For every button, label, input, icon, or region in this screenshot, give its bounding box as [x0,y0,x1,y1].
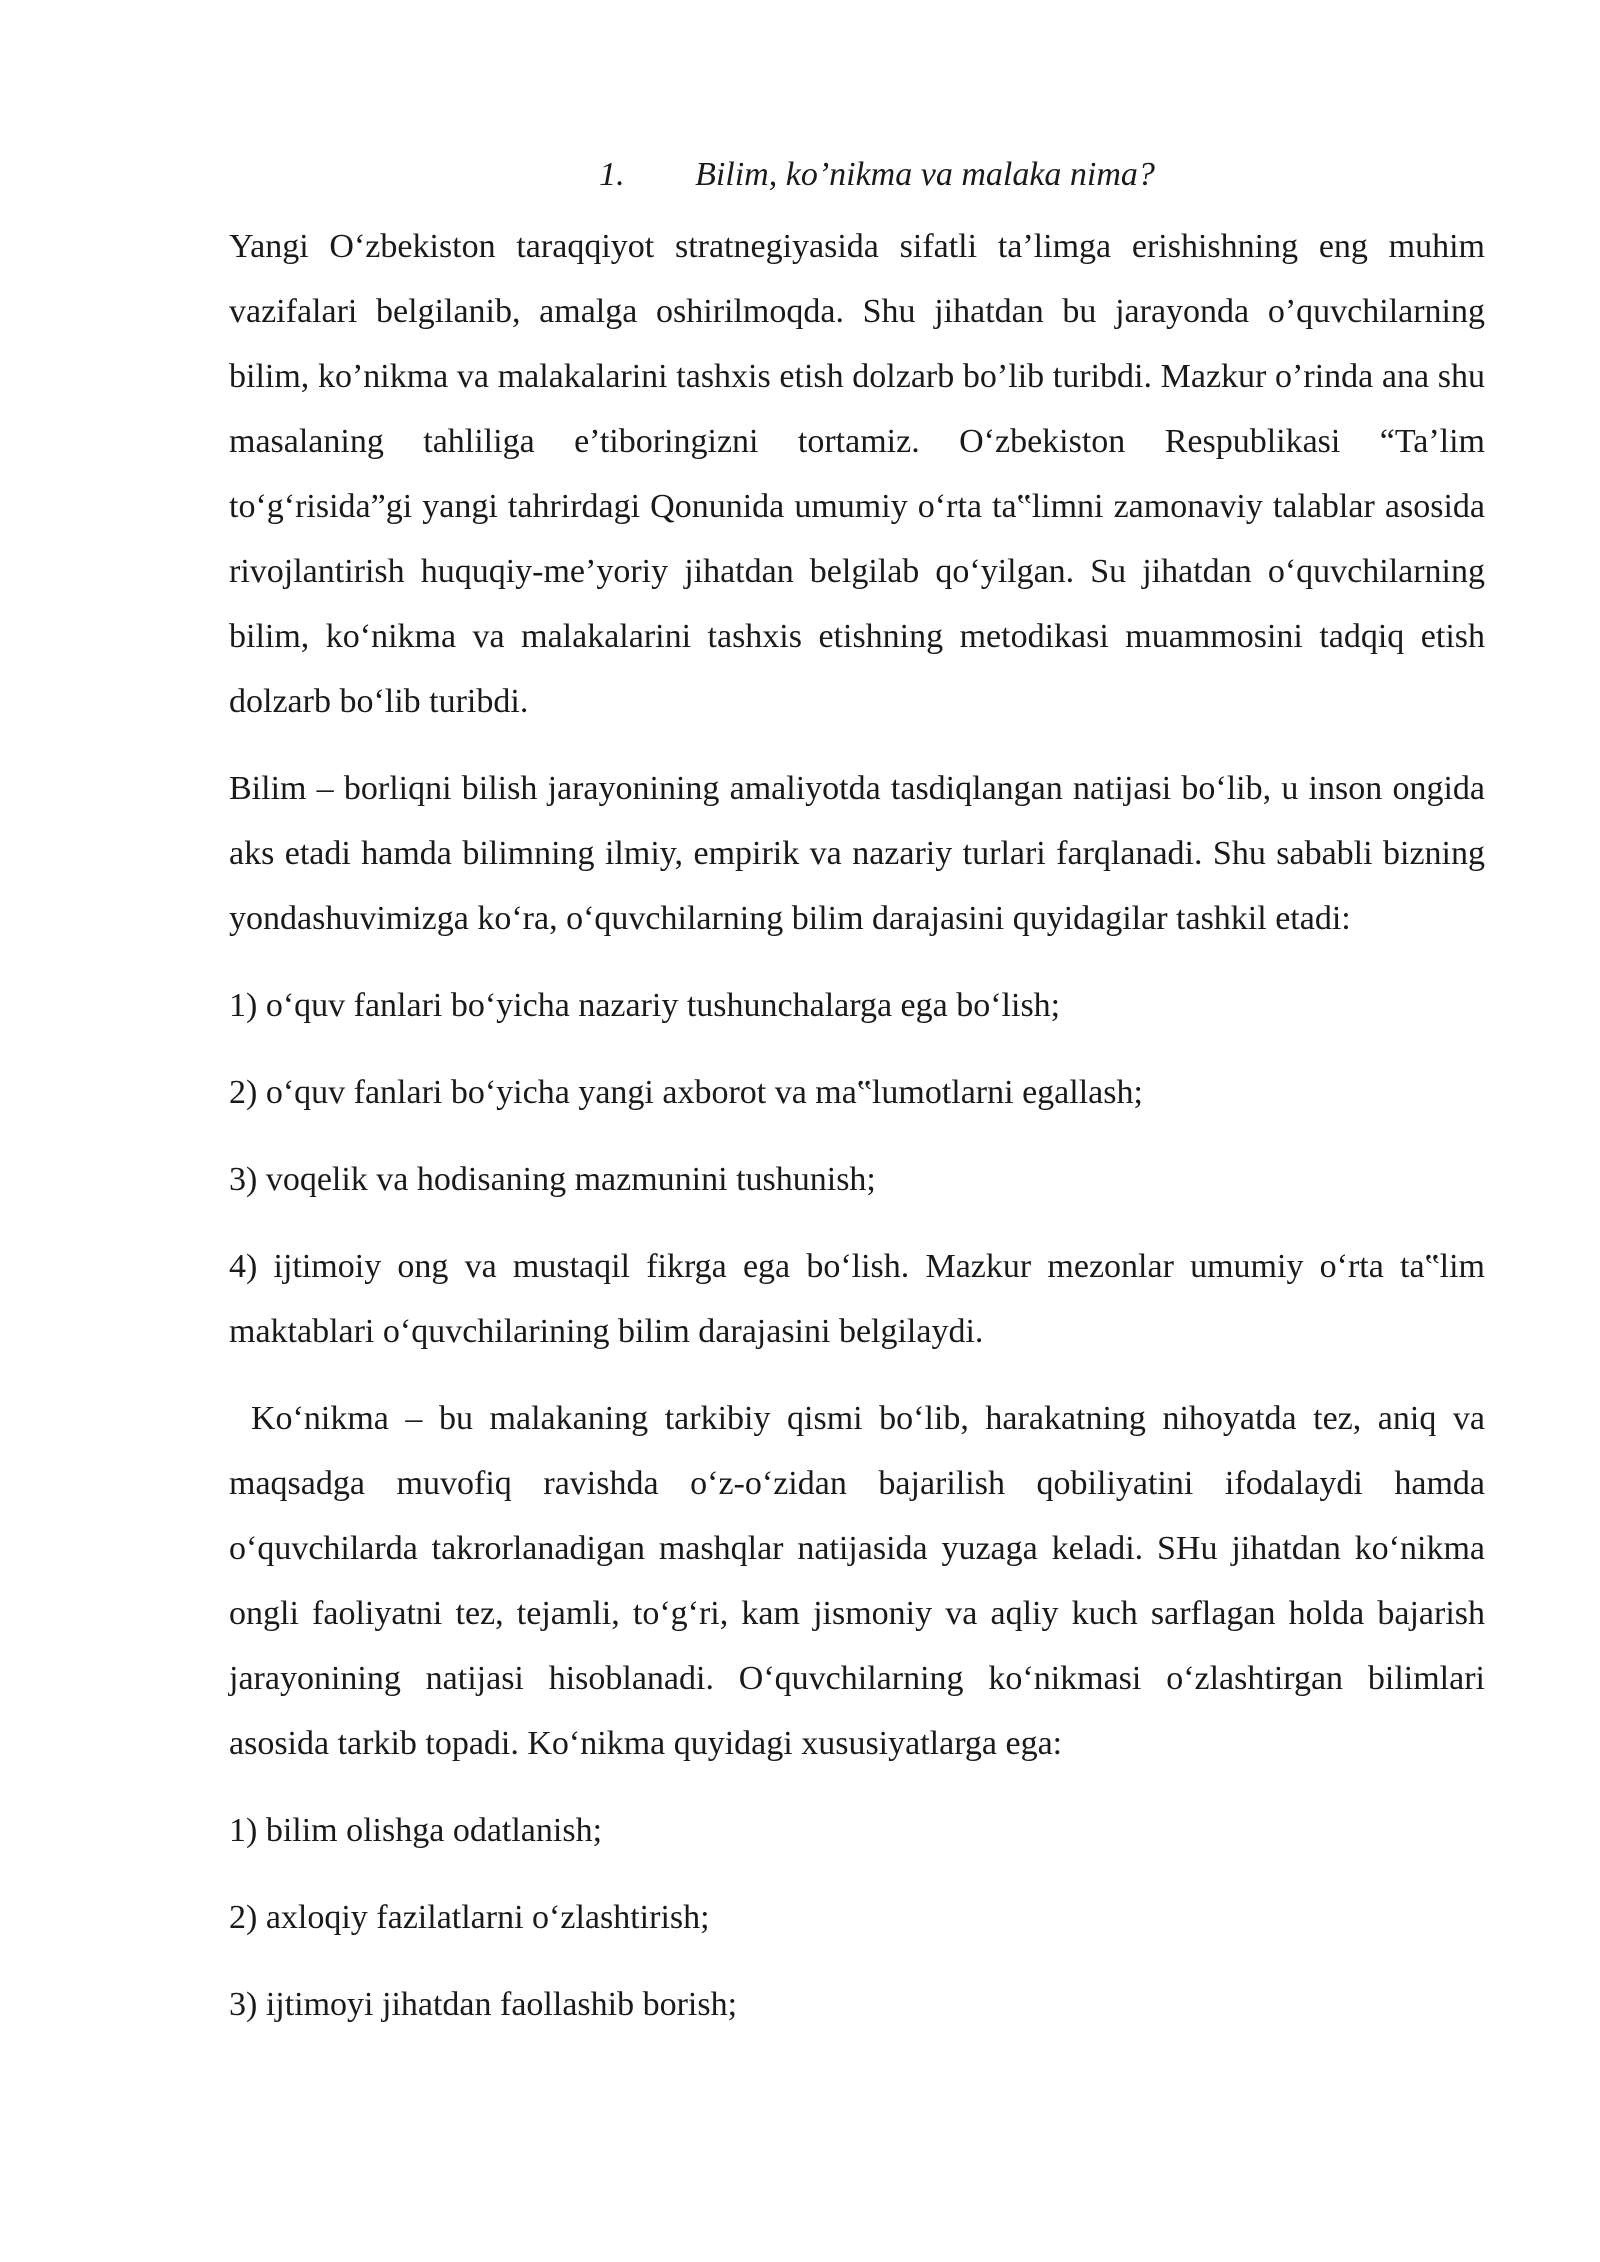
paragraph-konikma: Ko‘nikma – bu malakaning tarkibiy qismi bo‘lib, harakatning nihoyatda tez, aniq va maqsadga muvofiq ravishda o‘z-o‘zidan bajarilish qobiliyatini ifodalaydi hamda o‘quvchilarda takrorlanadigan mashqlar natijasida yuzaga keladi. SHu jihatdan ko‘nikma ongli faoliyatni tez, tejamli, to‘g‘ri, kam jismoniy va aqliy kuch sarflagan holda bajarish jarayonining natijasi hisoblanadi. O‘quvchilarning ko‘nikmasi o‘zlashtirgan bilimlari asosida tarkib topadi. Ko‘nikma quyidagi xususiyatlarga ega: [229,1400,1485,1762]
section-number: 1. [599,156,625,193]
section-heading [229,150,1485,200]
list-item: 3) ijtimoyi jihatdan faollashib borish; [229,1986,738,2023]
paragraph-bilim: Bilim – borliqni bilish jarayonining amaliyotda tasdiqlangan natijasi bo‘lib, u inson ongida aks etadi hamda bilimning ilmiy, empirik va nazariy turlari farqlanadi. Shu sababli bizning yondashuvimizga ko‘ra, o‘quvchilarning bilim darajasini quyidagilar tashkil etadi: [229,770,1485,937]
list-item: 4) ijtimoiy ong va mustaqil fikrga ega bo‘lish. Mazkur mezonlar umumiy o‘rta ta‟lim maktablari o‘quvchilarining bilim darajasini belgilaydi. [229,1248,1485,1350]
document-page [229,150,1485,2059]
list-item: 2) axloqiy fazilatlarni o‘zlashtirish; [229,1899,710,1936]
list-item: 1) o‘quv fanlari bo‘yicha nazariy tushunchalarga ega bo‘lish; [229,987,1061,1024]
list-item: 1) bilim olishga odatlanish; [229,1812,603,1849]
section-title: Bilim, ko’nikma va malaka nima? [695,156,1155,193]
list-item: 2) o‘quv fanlari bo‘yicha yangi axborot va ma‟lumotlarni egallash; [229,1074,1143,1111]
list-item: 3) voqelik va hodisaning mazmunini tushunish; [229,1161,876,1198]
paragraph-intro: Yangi O‘zbekiston taraqqiyot stratnegiyasida sifatli ta’limga erishishning eng muhim vazifalari belgilanib, amalga oshirilmoqda. Shu jihatdan bu jarayonda o’quvchilarning bilim, ko’nikma va malakalarini tashxis etish dolzarb bo’lib turibdi. Mazkur o’rinda ana shu masalaning tahliliga e’tiboringizni tortamiz. O‘zbekiston Respublikasi “Ta’lim to‘g‘risida”gi yangi tahrirdagi Qonunida umumiy o‘rta ta‟limni zamonaviy talablar asosida rivojlantirish huquqiy-me’yoriy jihatdan belgilab qo‘yilgan. Su jihatdan o‘quvchilarning bilim, ko‘nikma va malakalarini tashxis etishning metodikasi muammosini tadqiq etish dolzarb bo‘lib turibdi. [229,228,1485,720]
